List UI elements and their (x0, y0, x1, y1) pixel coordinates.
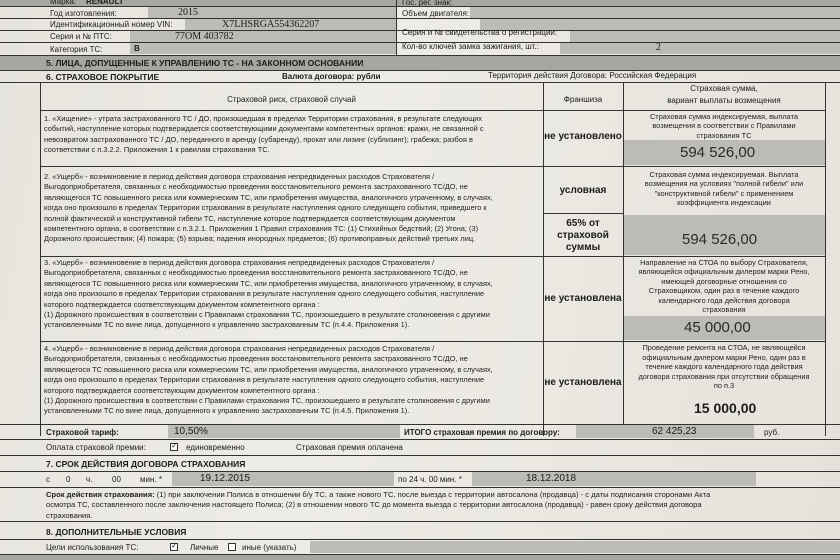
total-label: ИТОГО страховая премия по договору: (404, 428, 560, 437)
reg-field (470, 7, 840, 18)
purpose-personal: Личные (190, 543, 219, 552)
risk-2-sum: 594 526,00 (682, 231, 758, 248)
vin-label: Идентификационный номер VIN: (50, 20, 173, 29)
payment-status: Страховая премия оплачена (296, 443, 403, 452)
period-hour: 0 (66, 475, 71, 484)
risk-4-sum: 15 000,00 (694, 400, 757, 416)
pts-field (130, 31, 396, 42)
risk-3-note: Направление на СТОА по выбору Страхователя, являющейся официальным дилером марки Рено, имеющей договорные отношения со Страховщиком, один раз в течение каждого календарного года действия договора страхования (638, 258, 810, 315)
col-risk-header: Страховой риск, страховой случай (227, 95, 356, 104)
period-hour-label: ч. (86, 475, 93, 484)
engine-label: Объем двигателя: (402, 9, 470, 18)
risk-1-text: 1. «Хищение» - утрата застрахованного ТС / ДО, произошедшая в пределах Территории страхования, в результате следующих событий, наступление которых подтверждается соответствующими документами компетентных органов: кражи, не связанной с невозвратом застрахованного ТС / ДО, переданного в аренду (субаренду), прокат или лизинг (сублизинг); грабежа; разбоя в соответствии с п.3.2.2. Приложения 1 к равилам страхования ТС. (44, 114, 484, 155)
keys-label: Кол-во ключей замка зажигания, шт.: (402, 42, 539, 51)
risk-1-franchise: не установлено (544, 131, 622, 142)
risk-2-franchise: условная (559, 185, 607, 196)
payment-label: Оплата страховой премии: (46, 443, 146, 452)
period-to: по 24 ч. 00 мин. * (398, 475, 462, 484)
category-label: Категория ТС: (50, 45, 103, 54)
risk-3-franchise: не установлена (544, 293, 622, 304)
risk-3-sum: 45 000,00 (684, 319, 751, 336)
pts-value: 77ОМ 403782 (175, 31, 234, 42)
col-sum-header-2: вариант выплаты возмещения (667, 96, 781, 105)
term-description: Срок действия страхования: (1) при заключении Полиса в отношении б/у ТС, а также нового ТС, после выезда с территории автосалона (продавца) - с даты подписания сторонами Акта осмотра ТС, составленного после заключения настоящего Полиса; (2) в отношении нового ТС до момента выезда с территории автосалона (продавца) - равен сроку действия договора страхования. (46, 490, 711, 520)
period-min-label: мин. * (140, 475, 162, 484)
total-value: 62 425,23 (652, 426, 697, 437)
keys-field (560, 43, 840, 54)
risk-4-franchise: не установлена (544, 377, 622, 388)
territory-label: Территория действия Договора: Российская Федерация (488, 71, 697, 80)
col-franchise-header: Франшиза (563, 95, 603, 104)
risk-3-text: 3. «Ущерб» - возникновение в период действия договора страхования непредвиденных расходов Страхователя / Выгодоприобретателя, связанных с необходимостью проведения восстановительного ремонта застрахованного ТС/ДО, не являющегося ТС повышенного риска или коммерческим ТС, или приобретения имущества, аналогичного утраченному, в случаях, когда оно произошло в пределах Территории страхования в результате наступления одного следующего события, наступление которого подтверждается соответствующим документом компетентного органа : (1) Дорожного происшествия в соответствии с Правилами страхования ТС, произошедшего в результате столкновения с другими установленными ТС по вине лица, допущенного к управлению застрахованным ТС (п.4.4. Приложения 1). (44, 258, 493, 330)
payment-check-mark: ✓ (171, 441, 178, 450)
pts-label: Серия и № ПТС: (50, 32, 112, 41)
brand-label: Марка: (50, 0, 76, 6)
risk-4-text: 4. «Ущерб» - возникновение в период действия договора страхования непредвиденных расходов Страхователя / Выгодоприобретателя, связанных с необходимостью проведения восстановительного ремонта застрахованного ТС/ДО, не являющегося ТС повышенного риска или коммерческим ТС, или приобретения имущества, аналогичного утраченному, в случаях, когда оно произошло в пределах Территории страхования в результате наступления одного следующего события, наступление которого подтверждается соответствующим документом компетентного органа : (1) Дорожного происшествия в соответствии с Правилами страхования ТС, произошедшего в результате столкновения с другими установленными ТС по вине лица, допущенного к управлению застрахованным ТС (п.4.5. Приложения 1). (44, 344, 493, 416)
purpose-label: Цели использования ТС: (46, 543, 139, 552)
risk-2-franchise-percent: 65% от страховой суммы (557, 218, 609, 253)
purpose-check-mark: ✓ (171, 541, 178, 550)
section7-title: 7. СРОК ДЕЙСТВИЯ ДОГОВОРА СТРАХОВАНИЯ (46, 459, 246, 469)
period-min: 00 (112, 475, 121, 484)
risk-2-text: 2. «Ущерб» - возникновение в период действия договора страхования непредвиденных расходов Страхователя / Выгодоприобретателя, связанных с необходимостью проведения восстановительного ремонта застрахованного ТС/ДО, не являющегося ТС повышенного риска или коммерческим ТС, или приобретения имущества, аналогичного утраченному, в случаях, когда оно произошло в пределах Территории страхования в результате наступления одного следующего события, приведшего к полной фактической и конструктивной гибели ТС, наступление которое подтверждается соответствующим документом компетентного органа, в соответствии с п.3.2.1. Приложения 1 Правил страхования ТС: (1) Стихийных бедствий; (2) Угона; (3) Дорожного происшествия; (4) пожара; (5) взрыва; падения инородных предметов; (6) противоправных действий третьих лиц. (44, 172, 493, 244)
brand-value: RENAULT (86, 0, 124, 6)
reg-label: Гос. рег. знак: (402, 0, 453, 7)
vin-value: X7LHSRGA554362207 (222, 19, 320, 30)
risk-2-note: Страховая сумма индексируемая. Выплата возмещения на условиях "полной гибели" или "конструктивной гибели" с применением коэффициента индексации (644, 170, 804, 208)
reg-cert-field (570, 31, 840, 42)
section6-title: 6. СТРАХОВОЕ ПОКРЫТИЕ (46, 72, 160, 82)
end-date: 18.12.2018 (526, 473, 577, 484)
category-field (130, 43, 396, 54)
year-value: 2015 (178, 7, 198, 18)
period-from: с (46, 475, 50, 484)
purpose-other-checkbox[interactable] (228, 543, 236, 551)
total-currency: руб. (764, 428, 780, 437)
payment-option: единовременно (186, 443, 245, 452)
category-value: В (134, 44, 140, 53)
risk-4-note: Проведение ремонта на СТОА, не являющейся официальным дилером марки Рено, один раз в течение каждого календарного года действия договора страхования при отсутствии обращения по п.3 (638, 343, 810, 391)
bottom-shade (0, 555, 840, 560)
section8-title: 8. ДОПОЛНИТЕЛЬНЫЕ УСЛОВИЯ (46, 527, 187, 537)
start-date: 19.12.2015 (200, 473, 251, 484)
purpose-other-field[interactable] (310, 541, 840, 553)
tariff-value: 10,50% (174, 426, 208, 437)
col-sum-header-1: Страховая сумма, (690, 84, 758, 93)
keys-value: 2 (656, 42, 661, 53)
end-date-field (472, 472, 756, 486)
purpose-other: иные (указать) (242, 543, 297, 552)
currency-label: Валюта договора: рубли (282, 72, 381, 81)
year-label: Год изготовления: (50, 9, 117, 18)
section5-title: 5. ЛИЦА, ДОПУЩЕННЫЕ К УПРАВЛЕНИЮ ТС - НА ЗАКОННОМ ОСНОВАНИИ (46, 58, 364, 68)
risk-1-note: Страховая сумма индексируемая, выплата возмещения в соответствии с Правилами страхования ТС (649, 112, 799, 140)
reg-cert-label: Серия и № свидетельства о регистрации: (402, 28, 558, 37)
tariff-label: Страховой тариф: (46, 428, 119, 437)
risk-1-sum: 594 526,00 (680, 144, 756, 161)
